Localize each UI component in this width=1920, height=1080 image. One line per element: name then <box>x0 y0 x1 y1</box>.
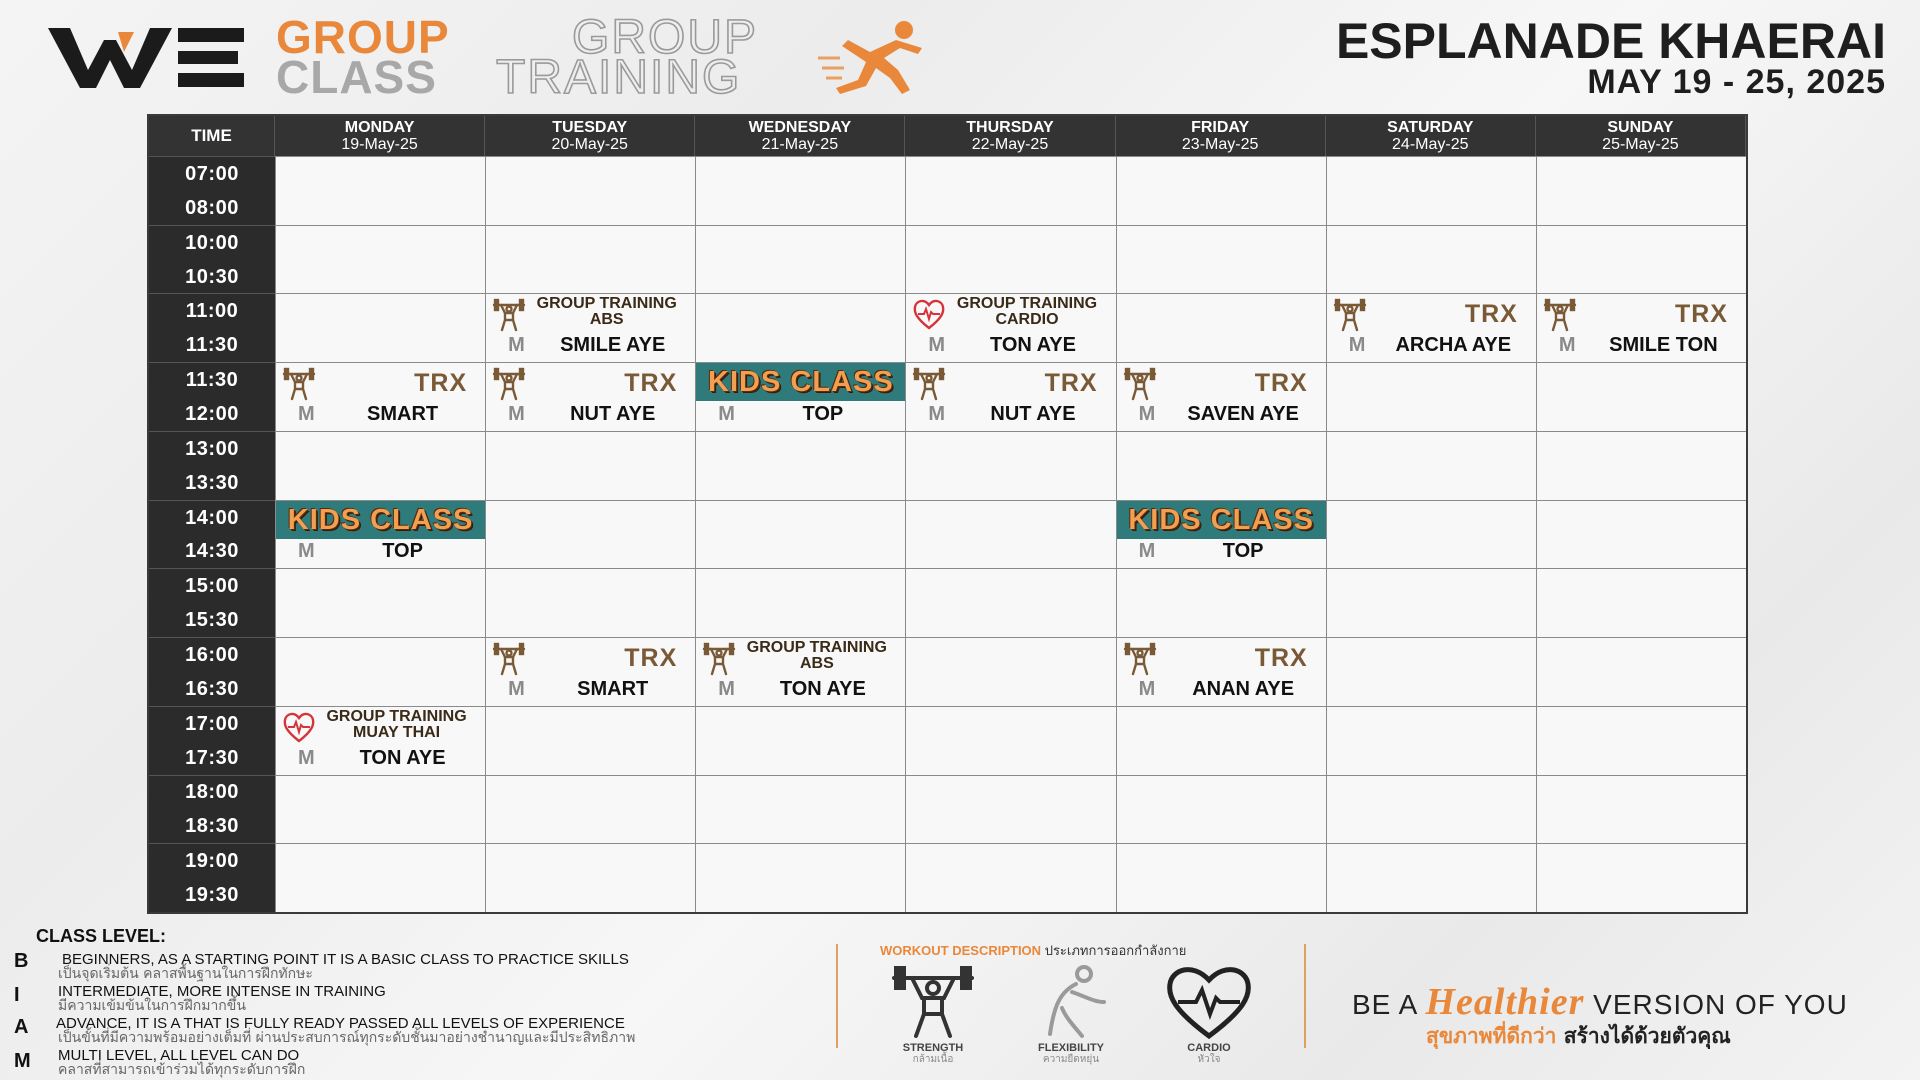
class-level: M <box>1138 540 1156 563</box>
class-name: TRX <box>1254 369 1308 398</box>
schedule-cell <box>275 225 485 294</box>
schedule-cell <box>1326 500 1536 569</box>
time-label: 13:00 <box>185 437 239 460</box>
coach-name: SMILE AYE <box>560 334 666 357</box>
schedule-cell <box>485 362 695 431</box>
runner-icon <box>818 18 928 96</box>
brand-group-text: GROUP <box>276 11 450 63</box>
schedule-cell <box>1326 843 1536 912</box>
schedule-cell <box>275 293 485 362</box>
coach-name: SAVEN AYE <box>1187 402 1299 425</box>
workout-title-th: ประเภทการออกกำลังกาย <box>1044 944 1187 959</box>
kids-class-block[interactable] <box>1117 501 1326 569</box>
level-desc-en: INTERMEDIATE, MORE INTENSE IN TRAINING <box>58 983 386 1000</box>
coach-name: SMART <box>367 402 439 425</box>
time-label: 16:30 <box>185 677 239 700</box>
class-level: M <box>718 677 735 700</box>
schedule-cell <box>1116 500 1326 569</box>
strength-icon <box>1123 642 1157 676</box>
time-label: 17:00 <box>185 712 239 735</box>
strength-label <box>873 1042 993 1066</box>
class-level: M <box>1558 334 1576 357</box>
level-letter-b: B <box>14 950 29 972</box>
schedule-cell <box>1536 431 1746 500</box>
strength-icon <box>702 642 736 676</box>
schedule-cell <box>905 706 1115 775</box>
strength-icon <box>888 962 978 1042</box>
coach-name: TOP <box>1222 540 1264 563</box>
footer-divider <box>1304 944 1306 1048</box>
time-slot-cell <box>149 362 275 431</box>
schedule-cell <box>1326 568 1536 637</box>
schedule-cell <box>695 156 905 225</box>
strength-label-en: STRENGTH <box>902 1042 964 1054</box>
schedule-cell <box>485 500 695 569</box>
schedule-cell <box>485 156 695 225</box>
day-name: FRIDAY <box>1191 119 1250 136</box>
schedule-cell <box>485 706 695 775</box>
day-name: TUESDAY <box>552 119 628 136</box>
schedule-cell <box>1536 156 1746 225</box>
class-title: GROUP TRAINING <box>956 295 1098 313</box>
schedule-cell <box>1536 775 1746 844</box>
class-level: M <box>508 402 525 425</box>
schedule-cell <box>1536 706 1746 775</box>
day-name: THURSDAY <box>966 119 1054 136</box>
class-title: GROUP TRAINING <box>746 639 887 657</box>
strength-icon <box>282 367 316 401</box>
group-training-class-block[interactable] <box>696 638 905 706</box>
class-name: TRX <box>414 369 468 398</box>
brand-class-text: CLASS <box>276 51 437 103</box>
trx-class-block[interactable] <box>1327 294 1536 362</box>
schedule-cell <box>695 568 905 637</box>
strength-icon <box>1123 367 1157 401</box>
workout-description-title <box>880 940 1186 961</box>
class-subtitle: MUAY THAI <box>353 723 441 741</box>
schedule-cell <box>1536 225 1746 294</box>
coach-name: ARCHA AYE <box>1395 334 1512 357</box>
schedule-cell <box>905 156 1115 225</box>
class-level: M <box>928 402 946 425</box>
we-logo <box>48 22 246 92</box>
level-desc-en: BEGINNERS, AS A STARTING POINT IT IS A BASIC CLASS TO PRACTICE SKILLS <box>62 951 629 968</box>
schedule-cell <box>275 637 485 706</box>
kids-class-banner: KIDS CLASS <box>696 363 905 401</box>
strength-icon <box>1333 298 1367 332</box>
schedule-cell <box>275 706 485 775</box>
schedule-cell <box>275 500 485 569</box>
day-header-tuesday <box>485 116 695 156</box>
schedule-cell <box>1116 775 1326 844</box>
class-level: M <box>1138 677 1156 700</box>
day-name: SUNDAY <box>1607 119 1674 136</box>
time-label: 18:30 <box>185 815 239 838</box>
strength-icon <box>1543 298 1577 332</box>
class-level: M <box>718 402 735 425</box>
date-range: MAY 19 - 25, 2025 <box>1587 63 1886 101</box>
strength-label-th: กล้ามเนื้อ <box>912 1054 954 1065</box>
flexibility-label-en: FLEXIBILITY <box>1038 1042 1104 1054</box>
schedule-cell <box>1536 362 1746 431</box>
schedule-cell <box>1326 775 1536 844</box>
coach-name: SMILE TON <box>1609 334 1718 357</box>
class-name: TRX <box>1674 300 1728 329</box>
time-slot-cell <box>149 843 275 912</box>
schedule-cell <box>695 637 905 706</box>
strength-icon <box>912 367 946 401</box>
schedule-cell <box>485 775 695 844</box>
schedule-cell <box>485 568 695 637</box>
class-level: M <box>1138 402 1156 425</box>
schedule-cell <box>905 431 1115 500</box>
kids-class-block[interactable] <box>696 363 905 431</box>
time-slot-cell <box>149 568 275 637</box>
schedule-cell <box>1326 293 1536 362</box>
strength-icon <box>492 642 526 676</box>
level-letter-m: M <box>14 1050 31 1072</box>
day-name: SATURDAY <box>1387 119 1474 136</box>
schedule-cell <box>275 431 485 500</box>
cardio-label <box>1149 1042 1269 1066</box>
coach-name: NUT AYE <box>990 402 1076 425</box>
coach-name: TON AYE <box>990 334 1076 357</box>
class-level-title: CLASS LEVEL: <box>36 926 167 946</box>
time-label: 15:00 <box>185 575 239 598</box>
time-label: 11:30 <box>185 369 239 392</box>
day-name: MONDAY <box>344 119 415 136</box>
class-level: M <box>508 677 525 700</box>
time-slot-cell <box>149 156 275 225</box>
class-level: M <box>298 402 315 425</box>
kids-class-banner: KIDS CLASS <box>276 501 485 539</box>
schedule-cell <box>1326 706 1536 775</box>
schedule-cell <box>1536 568 1746 637</box>
level-desc-th: เป็นจุดเริ่มต้น คลาสพื้นฐานในการฝึกทักษะ <box>58 966 313 982</box>
cardio-icon <box>1164 962 1254 1042</box>
time-slot-cell <box>149 706 275 775</box>
schedule-cell <box>1116 156 1326 225</box>
cardio-icon <box>912 298 946 332</box>
time-slot-cell <box>149 500 275 569</box>
coach-name: NUT AYE <box>570 402 656 425</box>
schedule-cell <box>1116 637 1326 706</box>
workout-title-en: WORKOUT DESCRIPTION <box>880 943 1042 958</box>
schedule-cell <box>1536 843 1746 912</box>
schedule-cell <box>1326 225 1536 294</box>
level-desc-th: คลาสที่สามารถเข้าร่วมได้ทุกระดับการฝึก <box>58 1062 306 1078</box>
day-date: 24-May-25 <box>1392 136 1469 153</box>
coach-name: TON AYE <box>779 677 866 700</box>
time-label: 13:30 <box>185 471 239 494</box>
flexibility-label <box>1011 1042 1131 1066</box>
group-training-class-block[interactable] <box>276 707 485 775</box>
schedule-cell <box>275 362 485 431</box>
schedule-cell <box>1116 431 1326 500</box>
class-level: M <box>1348 334 1366 357</box>
schedule-cell <box>695 225 905 294</box>
trx-class-block[interactable] <box>1537 294 1746 362</box>
time-label: 16:00 <box>185 644 239 666</box>
time-label: 19:30 <box>185 884 239 907</box>
schedule-cell <box>1116 225 1326 294</box>
schedule-cell <box>905 775 1115 844</box>
footer-divider <box>836 944 838 1048</box>
schedule-cell <box>485 843 695 912</box>
class-level: M <box>508 334 525 357</box>
time-label: 07:00 <box>185 162 239 185</box>
day-date: 20-May-25 <box>551 136 628 153</box>
slogan-th <box>1426 1020 1731 1053</box>
trx-class-block[interactable] <box>906 363 1115 431</box>
schedule-cell <box>1326 637 1536 706</box>
level-letter-a: A <box>14 1016 29 1038</box>
time-label: 19:00 <box>185 850 239 873</box>
time-label: 08:00 <box>185 196 239 219</box>
schedule-cell <box>1116 568 1326 637</box>
time-column-header: TIME <box>149 116 275 156</box>
time-slot-cell <box>149 775 275 844</box>
day-date: 22-May-25 <box>971 136 1049 153</box>
coach-name: ANAN AYE <box>1192 677 1295 700</box>
schedule-cell <box>695 293 905 362</box>
cardio-label-th: หัวใจ <box>1197 1054 1221 1065</box>
schedule-cell <box>695 362 905 431</box>
kids-class-block[interactable] <box>276 501 485 569</box>
schedule-cell <box>695 843 905 912</box>
slogan-pre: BE A <box>1352 989 1426 1020</box>
level-desc-th: มีความเข้มข้นในการฝึกมากขึ้น <box>58 998 246 1014</box>
slogan-post: VERSION OF YOU <box>1584 989 1848 1020</box>
level-desc-th: เป็นขั้นที่มีความพร้อมอย่างเต็มที่ ผ่านประสบการณ์ทุกระดับชั้นมาอย่างชำนาญและมีประสิทธิภาพ <box>58 1030 636 1046</box>
slogan-highlight: Healthier <box>1425 981 1585 1023</box>
venue-title: ESPLANADE KHAERAI <box>1335 13 1886 69</box>
schedule-cell <box>275 775 485 844</box>
day-date: 25-May-25 <box>1602 136 1679 153</box>
level-desc-en: ADVANCE, IT IS A THAT IS FULLY READY PASSED ALL LEVELS OF EXPERIENCE <box>56 1015 625 1032</box>
time-label: 10:30 <box>185 265 239 288</box>
schedule-cell <box>275 843 485 912</box>
time-label: 11:00 <box>185 300 239 323</box>
schedule-cell <box>485 431 695 500</box>
class-schedule-grid <box>147 114 1748 914</box>
strength-icon <box>492 298 526 332</box>
class-title: GROUP TRAINING <box>326 707 467 725</box>
schedule-cell <box>485 225 695 294</box>
brand-training-outline-text: TRAINING <box>496 51 742 104</box>
schedule-cell <box>1326 431 1536 500</box>
class-subtitle: ABS <box>589 311 624 329</box>
day-header-thursday <box>905 116 1115 156</box>
schedule-cell <box>905 362 1115 431</box>
time-slot-cell <box>149 225 275 294</box>
day-name: WEDNESDAY <box>748 119 852 136</box>
schedule-cell <box>905 293 1115 362</box>
schedule-cell <box>485 293 695 362</box>
day-header-sunday <box>1536 116 1746 156</box>
class-subtitle: CARDIO <box>995 311 1059 329</box>
coach-name: TOP <box>382 540 423 563</box>
day-date: 21-May-25 <box>761 136 839 153</box>
brand-group-outline-text: GROUP <box>572 11 759 64</box>
schedule-cell <box>905 568 1115 637</box>
day-header-wednesday <box>695 116 905 156</box>
time-label: 14:00 <box>185 506 239 529</box>
schedule-cell <box>1536 637 1746 706</box>
schedule-cell <box>695 500 905 569</box>
schedule-cell <box>1326 156 1536 225</box>
schedule-cell <box>1116 362 1326 431</box>
time-label: 10:00 <box>185 231 239 254</box>
class-name: TRX <box>1464 300 1518 329</box>
time-label: 12:00 <box>185 402 239 425</box>
schedule-cell <box>1116 843 1326 912</box>
flexibility-label-th: ความยืดหยุ่น <box>1042 1054 1100 1065</box>
class-title: GROUP TRAINING <box>536 295 677 313</box>
trx-class-block[interactable] <box>276 363 485 431</box>
trx-class-block[interactable] <box>1117 638 1326 706</box>
schedule-cell <box>1116 293 1326 362</box>
time-label: 17:30 <box>185 746 239 769</box>
level-letter-i: I <box>14 984 20 1006</box>
day-date: 23-May-25 <box>1181 136 1259 153</box>
slogan-th-rest: สร้างได้ด้วยตัวคุณ <box>1556 1024 1731 1048</box>
class-level: M <box>298 746 315 769</box>
slogan-th-highlight: สุขภาพที่ดีกว่า <box>1426 1024 1557 1048</box>
schedule-cell <box>695 706 905 775</box>
time-slot-cell <box>149 293 275 362</box>
class-name: TRX <box>624 369 678 398</box>
day-header-friday <box>1116 116 1326 156</box>
class-level: M <box>298 540 315 563</box>
coach-name: TOP <box>802 402 844 425</box>
trx-class-block[interactable] <box>486 363 695 431</box>
time-slot-cell <box>149 431 275 500</box>
day-date: 19-May-25 <box>341 136 418 153</box>
kids-class-banner: KIDS CLASS <box>1117 501 1326 539</box>
group-training-class-block[interactable] <box>486 294 695 362</box>
cardio-icon <box>282 711 316 745</box>
schedule-cell <box>905 637 1115 706</box>
coach-name: SMART <box>577 677 649 700</box>
schedule-cell <box>905 843 1115 912</box>
cardio-label-en: CARDIO <box>1187 1042 1231 1054</box>
schedule-cell <box>1536 500 1746 569</box>
class-name: TRX <box>1044 369 1098 398</box>
class-name: TRX <box>1254 644 1308 673</box>
schedule-cell <box>905 225 1115 294</box>
schedule-cell <box>695 431 905 500</box>
class-name: TRX <box>624 644 678 673</box>
schedule-cell <box>695 775 905 844</box>
slogan-en <box>1352 980 1848 1024</box>
schedule-cell <box>275 568 485 637</box>
time-label: 11:30 <box>185 334 239 357</box>
class-level: M <box>928 334 946 357</box>
group-training-class-block[interactable] <box>906 294 1115 362</box>
coach-name: TON AYE <box>359 746 446 769</box>
day-header-saturday <box>1326 116 1536 156</box>
schedule-cell <box>1536 293 1746 362</box>
trx-class-block[interactable] <box>486 638 695 706</box>
class-subtitle: ABS <box>799 655 834 673</box>
time-slot-cell <box>149 637 275 706</box>
time-label: 15:30 <box>185 609 239 632</box>
schedule-cell <box>485 637 695 706</box>
trx-class-block[interactable] <box>1117 363 1326 431</box>
time-label: 14:30 <box>185 540 239 563</box>
schedule-cell <box>905 500 1115 569</box>
day-header-monday <box>275 116 485 156</box>
strength-icon <box>492 367 526 401</box>
schedule-cell <box>1326 362 1536 431</box>
level-desc-en: MULTI LEVEL, ALL LEVEL CAN DO <box>58 1047 300 1064</box>
time-label: 18:00 <box>185 781 239 804</box>
flexibility-icon <box>1026 962 1116 1042</box>
schedule-cell <box>1116 706 1326 775</box>
schedule-cell <box>275 156 485 225</box>
